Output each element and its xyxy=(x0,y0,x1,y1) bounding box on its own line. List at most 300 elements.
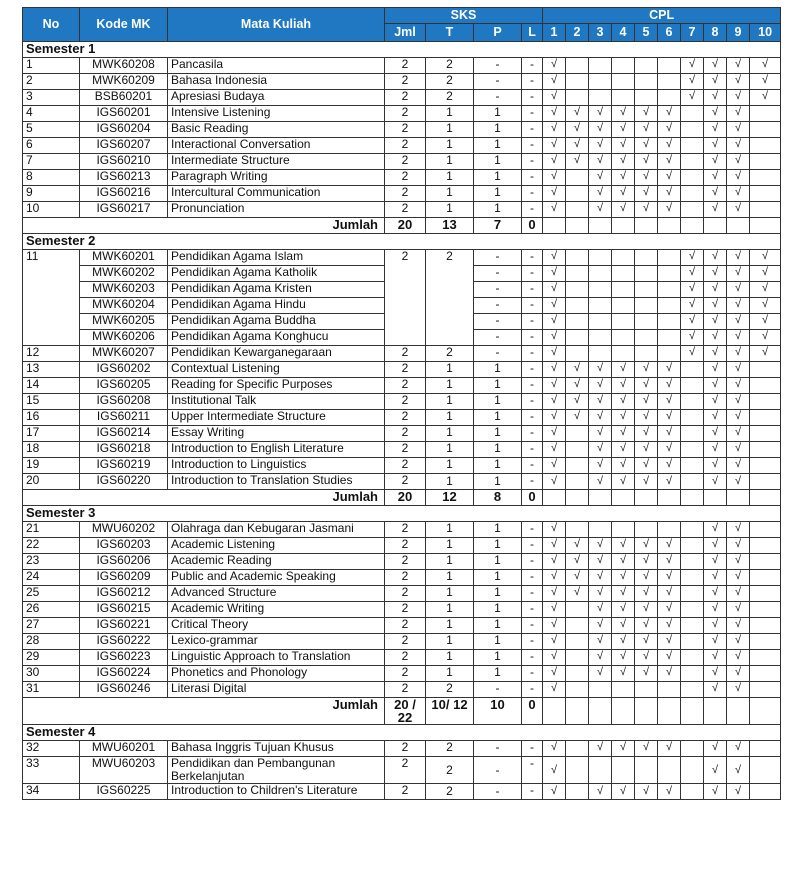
row-l: - xyxy=(522,106,543,122)
cpl-cell-9 xyxy=(727,458,750,474)
row-kode-mk: IGS60225 xyxy=(80,784,168,800)
check-mark: √ xyxy=(619,154,627,166)
cpl-cell-6 xyxy=(658,218,681,234)
check-mark: √ xyxy=(596,538,604,550)
row-kode-mk: IGS60212 xyxy=(80,586,168,602)
check-mark: √ xyxy=(550,106,558,118)
row-p: - xyxy=(474,330,522,346)
check-mark: √ xyxy=(734,330,742,342)
table-row xyxy=(23,378,781,394)
row-t: 2 xyxy=(426,90,474,106)
table-row xyxy=(23,250,781,266)
check-mark: √ xyxy=(734,634,742,646)
check-mark: √ xyxy=(734,202,742,214)
check-mark: √ xyxy=(665,618,673,630)
cpl-cell-7 xyxy=(681,298,704,314)
check-mark: √ xyxy=(596,618,604,630)
cpl-cell-6 xyxy=(658,74,681,90)
row-p: 1 xyxy=(474,650,522,666)
row-no: 27 xyxy=(23,618,80,634)
table-row xyxy=(23,570,781,586)
check-mark: √ xyxy=(550,154,558,166)
header-cpl-8: 8 xyxy=(704,24,727,42)
cpl-cell-6 xyxy=(658,458,681,474)
cpl-cell-8 xyxy=(704,330,727,346)
check-mark: √ xyxy=(711,250,719,262)
cpl-cell-5 xyxy=(635,170,658,186)
row-jml: 2 xyxy=(385,170,426,186)
check-mark: √ xyxy=(711,138,719,150)
cpl-cell-3 xyxy=(589,346,612,362)
cpl-cell-1 xyxy=(543,666,566,682)
check-mark: √ xyxy=(734,538,742,550)
check-mark: √ xyxy=(642,785,650,797)
row-jml: 2 xyxy=(385,410,426,426)
cpl-cell-3 xyxy=(589,570,612,586)
cpl-cell-10 xyxy=(750,522,781,538)
cpl-cell-8 xyxy=(704,314,727,330)
cpl-cell-7 xyxy=(681,362,704,378)
cpl-cell-4 xyxy=(612,554,635,570)
row-kode-mk: IGS60211 xyxy=(80,410,168,426)
header-cpl-2: 2 xyxy=(566,24,589,42)
check-mark: √ xyxy=(711,362,719,374)
row-t: 1 xyxy=(426,170,474,186)
cpl-cell-3 xyxy=(589,266,612,282)
cpl-cell-1 xyxy=(543,362,566,378)
header-cpl-4: 4 xyxy=(612,24,635,42)
cpl-cell-7 xyxy=(681,138,704,154)
cpl-cell-10 xyxy=(750,394,781,410)
check-mark: √ xyxy=(711,426,719,438)
cpl-cell-1 xyxy=(543,346,566,362)
row-l: - xyxy=(522,410,543,426)
cpl-cell-10 xyxy=(750,314,781,330)
cpl-cell-9 xyxy=(727,154,750,170)
cpl-cell-5 xyxy=(635,90,658,106)
cpl-cell-5 xyxy=(635,266,658,282)
cpl-cell-6 xyxy=(658,538,681,554)
check-mark: √ xyxy=(642,410,650,422)
check-mark: √ xyxy=(619,106,627,118)
cpl-cell-7 xyxy=(681,378,704,394)
row-t: 1 xyxy=(426,474,474,490)
header-cpl-3: 3 xyxy=(589,24,612,42)
check-mark: √ xyxy=(550,634,558,646)
cpl-cell-9 xyxy=(727,346,750,362)
check-mark: √ xyxy=(665,741,673,753)
check-mark: √ xyxy=(711,74,719,86)
check-mark: √ xyxy=(550,378,558,390)
check-mark: √ xyxy=(642,458,650,470)
check-mark: √ xyxy=(734,74,742,86)
check-mark: √ xyxy=(711,378,719,390)
row-no: 8 xyxy=(23,170,80,186)
row-kode-mk: IGS60201 xyxy=(80,106,168,122)
cpl-cell-5 xyxy=(635,650,658,666)
cpl-cell-2 xyxy=(566,346,589,362)
row-mata-kuliah: Introduction to English Literature xyxy=(168,442,385,458)
cpl-cell-6 xyxy=(658,634,681,650)
cpl-cell-8 xyxy=(704,634,727,650)
cpl-cell-1 xyxy=(543,602,566,618)
cpl-cell-8 xyxy=(704,490,727,506)
cpl-cell-8 xyxy=(704,602,727,618)
row-kode-mk: MWU60203 xyxy=(80,757,168,784)
table-row xyxy=(23,586,781,602)
check-mark: √ xyxy=(573,394,581,406)
cpl-cell-10 xyxy=(750,474,781,490)
cpl-cell-9 xyxy=(727,250,750,266)
cpl-cell-7 xyxy=(681,58,704,74)
cpl-cell-2 xyxy=(566,650,589,666)
cpl-cell-4 xyxy=(612,741,635,757)
cpl-cell-9 xyxy=(727,538,750,554)
row-mata-kuliah: Pendidikan Agama Kristen xyxy=(168,282,385,298)
row-p: 1 xyxy=(474,170,522,186)
row-p: 1 xyxy=(474,618,522,634)
cpl-cell-2 xyxy=(566,106,589,122)
cpl-cell-3 xyxy=(589,394,612,410)
cpl-cell-3 xyxy=(589,634,612,650)
cpl-cell-10 xyxy=(750,250,781,266)
cpl-cell-9 xyxy=(727,586,750,602)
cpl-cell-3 xyxy=(589,410,612,426)
row-l: - xyxy=(522,170,543,186)
table-row xyxy=(23,58,781,74)
check-mark: √ xyxy=(596,106,604,118)
cpl-cell-1 xyxy=(543,570,566,586)
row-p: - xyxy=(474,757,522,784)
cpl-cell-8 xyxy=(704,186,727,202)
cpl-cell-7 xyxy=(681,218,704,234)
cpl-cell-2 xyxy=(566,378,589,394)
check-mark: √ xyxy=(550,202,558,214)
header-cpl-6: 6 xyxy=(658,24,681,42)
cpl-cell-3 xyxy=(589,154,612,170)
cpl-cell-1 xyxy=(543,538,566,554)
cpl-cell-10 xyxy=(750,362,781,378)
row-l: - xyxy=(522,458,543,474)
cpl-cell-5 xyxy=(635,618,658,634)
row-l: - xyxy=(522,522,543,538)
row-p: 1 xyxy=(474,410,522,426)
check-mark: √ xyxy=(711,475,719,487)
cpl-cell-2 xyxy=(566,784,589,800)
cpl-cell-8 xyxy=(704,74,727,90)
cpl-cell-5 xyxy=(635,490,658,506)
check-mark: √ xyxy=(550,538,558,550)
row-jml: 2 xyxy=(385,682,426,698)
check-mark: √ xyxy=(665,410,673,422)
row-p: - xyxy=(474,784,522,800)
check-mark: √ xyxy=(762,250,769,262)
check-mark: √ xyxy=(550,282,558,294)
cpl-cell-9 xyxy=(727,298,750,314)
row-t: 2 xyxy=(426,74,474,90)
cpl-cell-1 xyxy=(543,522,566,538)
cpl-cell-6 xyxy=(658,266,681,282)
cpl-cell-2 xyxy=(566,250,589,266)
cpl-cell-1 xyxy=(543,378,566,394)
row-t: 1 xyxy=(426,394,474,410)
cpl-cell-4 xyxy=(612,666,635,682)
cpl-cell-6 xyxy=(658,346,681,362)
check-mark: √ xyxy=(711,618,719,630)
cpl-cell-5 xyxy=(635,757,658,784)
check-mark: √ xyxy=(573,570,581,582)
row-p: 1 xyxy=(474,474,522,490)
check-mark: √ xyxy=(573,138,581,150)
cpl-cell-5 xyxy=(635,138,658,154)
cpl-cell-9 xyxy=(727,410,750,426)
cpl-cell-2 xyxy=(566,74,589,90)
row-kode-mk: MWK60204 xyxy=(80,298,168,314)
check-mark: √ xyxy=(550,298,558,310)
check-mark: √ xyxy=(734,282,742,294)
check-mark: √ xyxy=(596,378,604,390)
cpl-cell-1 xyxy=(543,250,566,266)
check-mark: √ xyxy=(596,741,604,753)
check-mark: √ xyxy=(711,346,719,358)
cpl-cell-8 xyxy=(704,682,727,698)
check-mark: √ xyxy=(619,362,627,374)
row-l: - xyxy=(522,154,543,170)
cpl-cell-1 xyxy=(543,698,566,725)
cpl-cell-4 xyxy=(612,250,635,266)
row-mata-kuliah: Paragraph Writing xyxy=(168,170,385,186)
cpl-cell-3 xyxy=(589,362,612,378)
row-mata-kuliah: Introduction to Translation Studies xyxy=(168,474,385,490)
row-kode-mk: BSB60201 xyxy=(80,90,168,106)
row-t: 2 xyxy=(426,741,474,757)
row-jml: 2 xyxy=(385,634,426,650)
cpl-cell-3 xyxy=(589,554,612,570)
check-mark: √ xyxy=(596,426,604,438)
cpl-cell-3 xyxy=(589,784,612,800)
check-mark: √ xyxy=(711,554,719,566)
row-mata-kuliah: Pendidikan Agama Konghucu xyxy=(168,330,385,346)
table-row xyxy=(23,122,781,138)
row-mata-kuliah: Academic Listening xyxy=(168,538,385,554)
check-mark: √ xyxy=(734,298,742,310)
cpl-cell-6 xyxy=(658,394,681,410)
cpl-cell-3 xyxy=(589,218,612,234)
check-mark: √ xyxy=(665,122,673,134)
cpl-cell-6 xyxy=(658,666,681,682)
cpl-cell-7 xyxy=(681,442,704,458)
header-mata-kuliah: Mata Kuliah xyxy=(168,8,385,42)
check-mark: √ xyxy=(642,106,650,118)
check-mark: √ xyxy=(619,570,627,582)
row-no: 12 xyxy=(23,346,80,362)
cpl-cell-3 xyxy=(589,298,612,314)
cpl-cell-2 xyxy=(566,218,589,234)
table-row xyxy=(23,170,781,186)
check-mark: √ xyxy=(550,554,558,566)
check-mark: √ xyxy=(734,186,742,198)
row-l: - xyxy=(522,586,543,602)
row-l: - xyxy=(522,314,543,330)
cpl-cell-6 xyxy=(658,522,681,538)
row-no: 18 xyxy=(23,442,80,458)
cpl-cell-6 xyxy=(658,442,681,458)
check-mark: √ xyxy=(550,522,558,534)
semester-title: Semester 3 xyxy=(23,506,781,522)
cpl-cell-6 xyxy=(658,282,681,298)
cpl-cell-5 xyxy=(635,58,658,74)
cpl-cell-5 xyxy=(635,741,658,757)
cpl-cell-5 xyxy=(635,682,658,698)
table-row xyxy=(23,458,781,474)
check-mark: √ xyxy=(688,282,696,294)
row-no: 2 xyxy=(23,74,80,90)
cpl-cell-4 xyxy=(612,74,635,90)
cpl-cell-2 xyxy=(566,741,589,757)
row-mata-kuliah: Advanced Structure xyxy=(168,586,385,602)
cpl-cell-2 xyxy=(566,202,589,218)
header-cpl-7: 7 xyxy=(681,24,704,42)
cpl-cell-9 xyxy=(727,741,750,757)
cpl-cell-1 xyxy=(543,634,566,650)
row-p: 1 xyxy=(474,602,522,618)
row-mata-kuliah: Pendidikan Agama Katholik xyxy=(168,266,385,282)
check-mark: √ xyxy=(688,266,696,278)
cpl-cell-9 xyxy=(727,314,750,330)
check-mark: √ xyxy=(711,282,719,294)
check-mark: √ xyxy=(550,763,558,776)
row-mata-kuliah: Pronunciation xyxy=(168,202,385,218)
row-kode-mk: IGS60205 xyxy=(80,378,168,394)
check-mark: √ xyxy=(734,58,742,70)
cpl-cell-6 xyxy=(658,650,681,666)
cpl-cell-5 xyxy=(635,784,658,800)
jumlah-t: 12 xyxy=(426,490,474,506)
row-t: 2 xyxy=(426,682,474,698)
cpl-cell-3 xyxy=(589,58,612,74)
row-kode-mk: MWK60205 xyxy=(80,314,168,330)
semester-row xyxy=(23,506,781,522)
table-row xyxy=(23,538,781,554)
check-mark: √ xyxy=(619,202,627,214)
row-kode-mk: IGS60202 xyxy=(80,362,168,378)
cpl-cell-2 xyxy=(566,154,589,170)
cpl-cell-4 xyxy=(612,330,635,346)
jumlah-t: 13 xyxy=(426,218,474,234)
row-kode-mk: IGS60218 xyxy=(80,442,168,458)
check-mark: √ xyxy=(619,554,627,566)
cpl-cell-9 xyxy=(727,186,750,202)
cpl-cell-7 xyxy=(681,74,704,90)
check-mark: √ xyxy=(642,650,650,662)
cpl-cell-4 xyxy=(612,458,635,474)
cpl-cell-1 xyxy=(543,314,566,330)
cpl-cell-4 xyxy=(612,106,635,122)
row-p: 1 xyxy=(474,202,522,218)
check-mark: √ xyxy=(596,570,604,582)
cpl-cell-8 xyxy=(704,298,727,314)
check-mark: √ xyxy=(550,586,558,598)
cpl-cell-4 xyxy=(612,634,635,650)
cpl-cell-9 xyxy=(727,554,750,570)
cpl-cell-8 xyxy=(704,58,727,74)
check-mark: √ xyxy=(711,106,719,118)
row-t: 1 xyxy=(426,570,474,586)
cpl-cell-5 xyxy=(635,570,658,586)
row-no: 11 xyxy=(23,250,80,346)
cpl-cell-10 xyxy=(750,426,781,442)
row-kode-mk: MWK60206 xyxy=(80,330,168,346)
cpl-cell-9 xyxy=(727,490,750,506)
cpl-cell-2 xyxy=(566,282,589,298)
check-mark: √ xyxy=(550,362,558,374)
row-jml: 2 xyxy=(385,554,426,570)
jumlah-row xyxy=(23,218,781,234)
jumlah-p: 8 xyxy=(474,490,522,506)
cpl-cell-8 xyxy=(704,122,727,138)
cpl-cell-5 xyxy=(635,282,658,298)
check-mark: √ xyxy=(642,586,650,598)
cpl-cell-3 xyxy=(589,586,612,602)
row-kode-mk: IGS60217 xyxy=(80,202,168,218)
cpl-cell-5 xyxy=(635,346,658,362)
row-no: 20 xyxy=(23,474,80,490)
row-mata-kuliah: Pendidikan Agama Islam xyxy=(168,250,385,266)
check-mark: √ xyxy=(642,426,650,438)
row-p: 1 xyxy=(474,378,522,394)
row-t: 1 xyxy=(426,458,474,474)
cpl-cell-5 xyxy=(635,330,658,346)
row-no: 21 xyxy=(23,522,80,538)
cpl-cell-6 xyxy=(658,122,681,138)
row-no: 22 xyxy=(23,538,80,554)
cpl-cell-2 xyxy=(566,618,589,634)
cpl-cell-9 xyxy=(727,426,750,442)
check-mark: √ xyxy=(734,250,742,262)
cpl-cell-1 xyxy=(543,426,566,442)
row-p: - xyxy=(474,741,522,757)
cpl-cell-8 xyxy=(704,570,727,586)
cpl-cell-6 xyxy=(658,362,681,378)
row-p: - xyxy=(474,282,522,298)
cpl-cell-3 xyxy=(589,330,612,346)
cpl-cell-10 xyxy=(750,741,781,757)
semester-title: Semester 4 xyxy=(23,725,781,741)
cpl-cell-7 xyxy=(681,602,704,618)
semester-row xyxy=(23,234,781,250)
check-mark: √ xyxy=(619,426,627,438)
cpl-cell-6 xyxy=(658,186,681,202)
row-no: 16 xyxy=(23,410,80,426)
cpl-cell-3 xyxy=(589,442,612,458)
check-mark: √ xyxy=(596,442,604,454)
cpl-cell-4 xyxy=(612,618,635,634)
cpl-cell-8 xyxy=(704,650,727,666)
cpl-cell-5 xyxy=(635,410,658,426)
row-t: 2 xyxy=(426,58,474,74)
row-p: 1 xyxy=(474,586,522,602)
cpl-cell-3 xyxy=(589,122,612,138)
check-mark: √ xyxy=(711,202,719,214)
jumlah-l: 0 xyxy=(522,698,543,725)
check-mark: √ xyxy=(619,378,627,390)
row-kode-mk: MWK60208 xyxy=(80,58,168,74)
row-l: - xyxy=(522,346,543,362)
cpl-cell-8 xyxy=(704,741,727,757)
row-jml: 2 xyxy=(385,154,426,170)
check-mark: √ xyxy=(688,90,696,102)
table-row xyxy=(23,74,781,90)
